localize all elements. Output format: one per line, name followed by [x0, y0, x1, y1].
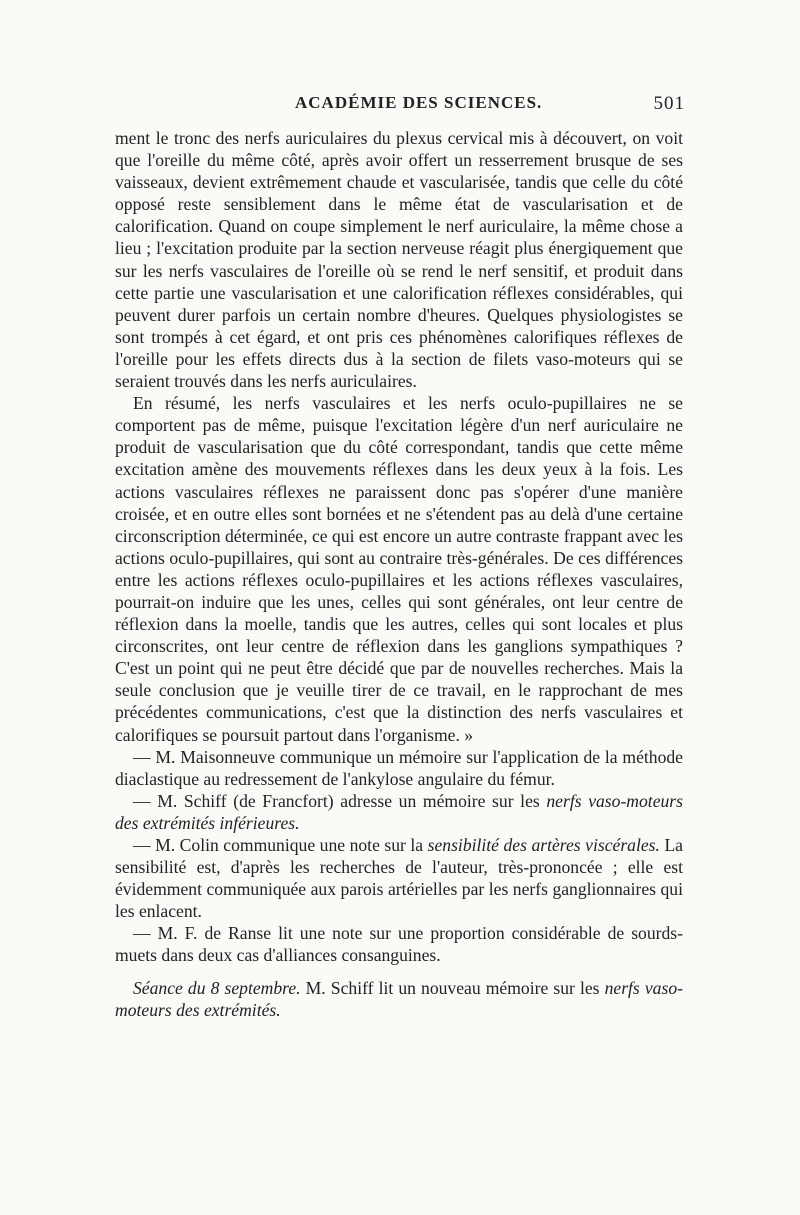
seance-middle: M. Schiff lit un nouveau mémoire sur les — [300, 977, 605, 998]
colin-lead: — M. Colin communique une note sur la — [133, 835, 428, 855]
page-number: 501 — [653, 93, 685, 114]
running-title: ACADÉMIE DES SCIENCES. — [295, 93, 543, 112]
paragraph-schiff — [115, 790, 683, 834]
colin-title: sensibilité des artères viscérales. — [427, 835, 660, 855]
paragraph-seance — [115, 977, 683, 1021]
schiff-lead: — M. Schiff (de Francfort) adresse un mémoire sur les — [133, 790, 547, 811]
paragraph-colin — [115, 834, 683, 922]
page-body — [115, 127, 683, 1021]
paragraph-maisonneuve: — M. Maisonneuve communique un mémoire sur l'application de la méthode diaclastique au redressement de l'ankylose angulaire du fémur. — [115, 746, 683, 789]
running-header — [115, 93, 685, 119]
seance-date: Séance du 8 septembre. — [133, 977, 301, 998]
seance-title: nerfs vaso-moteurs des extrémités. — [115, 977, 683, 1020]
colin-rest: La sensibilité est, d'après les recherches de l'auteur, très-prononcée ; elle est évidemment communiquée aux parois artérielles par les nerfs ganglionnaires qui les enlacent. — [115, 835, 683, 922]
paragraph-ranse: — M. F. de Ranse lit une note sur une proportion considérable de sourds-muets dans deux cas d'alliances consanguines. — [115, 923, 683, 966]
paragraph-continuation: ment le tronc des nerfs auriculaires du plexus cervical mis à découvert, on voit que l'oreille du même côté, après avoir offert un resserrement brusque de ses vaisseaux, devient extrêmement chaude et vascularisée, tandis que celle du côté opposé reste sensiblement dans le même état de vascularisation et de calorification. Quand on coupe simplement le nerf auriculaire, la même chose a lieu ; l'excitation produite par la section nerveuse réagit plus énergiquement que sur les nerfs vasculaires de l'oreille où se rend le nerf sensitif, et produit dans cette partie une vascularisation et une calorification réflexes considérables, qui peuvent durer parfois un certain nombre d'heures. Quelques physiologistes se sont trompés à cet égard, et ont pris ces phénomènes calorifiques réflexes de l'oreille pour les effets directs dus à la section de filets vaso-moteurs qui se seraient trouvés dans les nerfs auriculaires. — [115, 128, 683, 392]
schiff-title: nerfs vaso-moteurs des extrémités inférieures. — [115, 790, 683, 833]
paragraph-resume: En résumé, les nerfs vasculaires et les nerfs oculo-pupillaires ne se comportent pas de même, puisque l'excitation légère d'un nerf auriculaire ne produit de vascularisation que du côté correspondant, tandis que cette même excitation amène des mouvements réflexes dans les deux yeux à la fois. Les actions vasculaires réflexes ne paraissent donc pas s'opérer d'une manière croisée, et en outre elles sont bornées et ne s'étendent pas au delà d'une certaine circonscription déterminée, ce qui est encore un autre contraste frappant avec les actions oculo-pupillaires, qui sont au contraire très-générales. De ces différences entre les actions réflexes oculo-pupillaires et les actions réflexes vasculaires, pourrait-on induire que les unes, celles qui sont générales, ont leur centre de réflexion dans la moelle, tandis que les autres, celles qui sont locales et plus circonscrites, ont leur centre de réflexion dans les ganglions sympathiques ? C'est un point qui ne peut être décidé que par de nouvelles recherches. Mais la seule conclusion que je veuille tirer de ce travail, en le rapprochant de mes précédentes communications, c'est que la distinction des nerfs vasculaires et calorifiques se poursuit partout dans l'organisme. » — [115, 393, 683, 745]
